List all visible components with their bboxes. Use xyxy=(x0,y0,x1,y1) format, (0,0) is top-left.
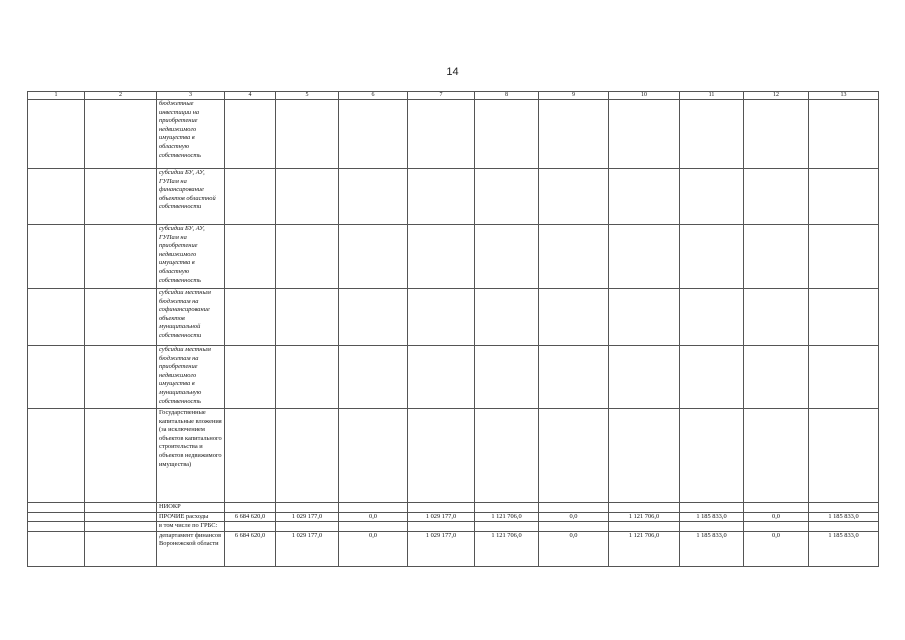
table-row xyxy=(28,409,879,503)
value-cell xyxy=(408,289,475,346)
table-row xyxy=(28,522,879,532)
value-cell xyxy=(339,522,408,532)
value-cell xyxy=(809,503,879,513)
column-header: 7 xyxy=(408,92,475,100)
page-number: 14 xyxy=(446,66,459,78)
value-cell xyxy=(408,503,475,513)
cell-col-1 xyxy=(28,346,85,409)
column-header: 5 xyxy=(276,92,339,100)
value-cell xyxy=(225,225,276,289)
value-cell xyxy=(475,522,539,532)
value-cell xyxy=(680,169,744,225)
value-cell: 1 185 833,0 xyxy=(809,512,879,522)
column-header: 1 xyxy=(28,92,85,100)
value-cell xyxy=(225,503,276,513)
value-cell xyxy=(339,289,408,346)
value-cell: 1 121 706,0 xyxy=(609,531,680,566)
cell-col-1 xyxy=(28,225,85,289)
value-cell xyxy=(475,225,539,289)
value-cell xyxy=(539,503,609,513)
value-cell xyxy=(744,100,809,169)
value-cell xyxy=(609,169,680,225)
value-cell xyxy=(744,409,809,503)
cell-col-1 xyxy=(28,522,85,532)
row-description: субсидии местным бюджетам на софинансирование объектов муниципальной собственности xyxy=(157,289,225,346)
value-cell xyxy=(339,409,408,503)
row-description: ПРОЧИЕ расходы xyxy=(157,512,225,522)
value-cell: 1 185 833,0 xyxy=(680,512,744,522)
value-cell xyxy=(339,225,408,289)
value-cell xyxy=(809,225,879,289)
column-header: 9 xyxy=(539,92,609,100)
value-cell xyxy=(539,522,609,532)
value-cell: 0,0 xyxy=(744,512,809,522)
value-cell xyxy=(809,522,879,532)
table-row xyxy=(28,100,879,169)
value-cell xyxy=(809,346,879,409)
value-cell xyxy=(809,289,879,346)
value-cell xyxy=(539,225,609,289)
column-header: 8 xyxy=(475,92,539,100)
value-cell xyxy=(225,522,276,532)
cell-col-1 xyxy=(28,512,85,522)
cell-col-2 xyxy=(85,531,157,566)
value-cell xyxy=(408,346,475,409)
column-header: 11 xyxy=(680,92,744,100)
value-cell: 1 121 706,0 xyxy=(609,512,680,522)
value-cell: 1 121 706,0 xyxy=(475,531,539,566)
value-cell xyxy=(539,346,609,409)
value-cell xyxy=(276,409,339,503)
cell-col-2 xyxy=(85,289,157,346)
value-cell xyxy=(539,100,609,169)
value-cell xyxy=(475,409,539,503)
cell-col-2 xyxy=(85,512,157,522)
row-description: субсидии БУ, АУ, ГУПам на финансирование объектов областной собственности xyxy=(157,169,225,225)
cell-col-2 xyxy=(85,503,157,513)
value-cell: 1 029 177,0 xyxy=(408,531,475,566)
value-cell xyxy=(475,100,539,169)
budget-table xyxy=(27,91,879,567)
value-cell: 0,0 xyxy=(539,531,609,566)
column-header: 2 xyxy=(85,92,157,100)
cell-col-1 xyxy=(28,100,85,169)
value-cell xyxy=(680,100,744,169)
table-row xyxy=(28,512,879,522)
value-cell xyxy=(475,289,539,346)
value-cell: 0,0 xyxy=(339,531,408,566)
value-cell xyxy=(809,100,879,169)
table-row xyxy=(28,503,879,513)
row-description: субсидии местным бюджетам на приобретение недвижимого имущества в муниципальную собственность xyxy=(157,346,225,409)
value-cell xyxy=(276,346,339,409)
cell-col-2 xyxy=(85,409,157,503)
value-cell xyxy=(539,169,609,225)
row-description: Государственные капитальные вложения (за исключением объектов капитального строительства и объектов недвижимого имущества) xyxy=(157,409,225,503)
value-cell xyxy=(276,522,339,532)
value-cell xyxy=(609,225,680,289)
row-description: в том числе по ГРБС: xyxy=(157,522,225,532)
value-cell: 1 185 833,0 xyxy=(809,531,879,566)
value-cell xyxy=(680,522,744,532)
cell-col-2 xyxy=(85,100,157,169)
table-row xyxy=(28,289,879,346)
value-cell: 6 684 620,0 xyxy=(225,531,276,566)
value-cell xyxy=(225,346,276,409)
value-cell xyxy=(609,289,680,346)
value-cell xyxy=(609,409,680,503)
value-cell xyxy=(225,100,276,169)
value-cell xyxy=(680,346,744,409)
column-header: 6 xyxy=(339,92,408,100)
value-cell xyxy=(609,503,680,513)
value-cell xyxy=(609,100,680,169)
value-cell xyxy=(339,346,408,409)
value-cell: 6 684 620,0 xyxy=(225,512,276,522)
value-cell xyxy=(339,503,408,513)
column-header: 3 xyxy=(157,92,225,100)
cell-col-2 xyxy=(85,346,157,409)
value-cell xyxy=(276,169,339,225)
value-cell xyxy=(539,289,609,346)
value-cell: 0,0 xyxy=(744,531,809,566)
value-cell xyxy=(744,346,809,409)
header-row xyxy=(28,92,879,100)
value-cell: 1 029 177,0 xyxy=(408,512,475,522)
cell-col-2 xyxy=(85,522,157,532)
table-row xyxy=(28,346,879,409)
table-row xyxy=(28,169,879,225)
value-cell xyxy=(539,409,609,503)
row-description: департамент финансов Воронежской области xyxy=(157,531,225,566)
value-cell xyxy=(744,503,809,513)
value-cell xyxy=(744,522,809,532)
column-header: 12 xyxy=(744,92,809,100)
value-cell xyxy=(609,522,680,532)
value-cell xyxy=(475,503,539,513)
value-cell xyxy=(276,503,339,513)
value-cell: 1 185 833,0 xyxy=(680,531,744,566)
value-cell: 1 029 177,0 xyxy=(276,531,339,566)
column-header: 4 xyxy=(225,92,276,100)
row-description: НИОКР xyxy=(157,503,225,513)
value-cell xyxy=(809,169,879,225)
value-cell xyxy=(809,409,879,503)
table-row xyxy=(28,531,879,566)
value-cell xyxy=(339,169,408,225)
cell-col-2 xyxy=(85,225,157,289)
column-header: 13 xyxy=(809,92,879,100)
value-cell xyxy=(276,289,339,346)
cell-col-1 xyxy=(28,169,85,225)
value-cell xyxy=(225,409,276,503)
value-cell: 0,0 xyxy=(339,512,408,522)
value-cell xyxy=(680,225,744,289)
value-cell xyxy=(680,409,744,503)
value-cell xyxy=(680,289,744,346)
row-description: субсидии БУ, АУ, ГУПам на приобретение недвижимого имущества в областную собственность xyxy=(157,225,225,289)
row-description: бюджетные инвестиции на приобретение недвижимого имущества в областную собственность xyxy=(157,100,225,169)
column-header: 10 xyxy=(609,92,680,100)
cell-col-1 xyxy=(28,531,85,566)
value-cell xyxy=(680,503,744,513)
table-row xyxy=(28,225,879,289)
value-cell xyxy=(408,169,475,225)
value-cell: 1 029 177,0 xyxy=(276,512,339,522)
value-cell xyxy=(744,289,809,346)
value-cell xyxy=(339,100,408,169)
value-cell xyxy=(408,409,475,503)
value-cell xyxy=(276,225,339,289)
value-cell xyxy=(225,289,276,346)
value-cell xyxy=(408,522,475,532)
value-cell xyxy=(225,169,276,225)
value-cell xyxy=(475,169,539,225)
value-cell xyxy=(276,100,339,169)
value-cell xyxy=(609,346,680,409)
value-cell: 0,0 xyxy=(539,512,609,522)
cell-col-1 xyxy=(28,409,85,503)
cell-col-1 xyxy=(28,289,85,346)
cell-col-2 xyxy=(85,169,157,225)
value-cell xyxy=(744,225,809,289)
value-cell xyxy=(744,169,809,225)
value-cell xyxy=(408,225,475,289)
value-cell xyxy=(475,346,539,409)
cell-col-1 xyxy=(28,503,85,513)
value-cell: 1 121 706,0 xyxy=(475,512,539,522)
value-cell xyxy=(408,100,475,169)
